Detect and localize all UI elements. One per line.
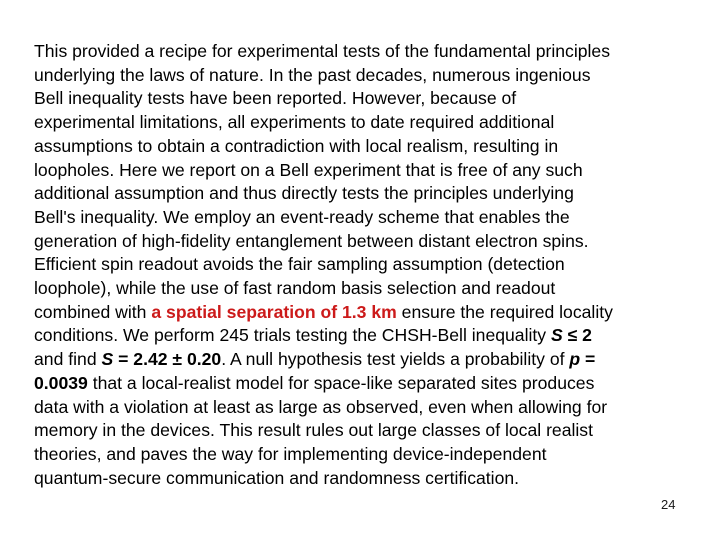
text-line: loopholes. Here we report on a Bell experiment that is free of any such — [34, 159, 583, 180]
variable-p: p — [569, 349, 581, 370]
text-line: Bell inequality tests have been reported. However, because of — [34, 88, 517, 109]
text-segment: combined with — [34, 301, 152, 322]
p-value: 0.0039 — [34, 372, 88, 393]
text-line-chsh-inequality — [34, 324, 694, 348]
text-segment: that a local-realist model for space-like separated sites produces — [87, 372, 595, 393]
text-line: Efficient spin readout avoids the fair sampling assumption (detection — [34, 254, 565, 275]
text-line: data with a violation at least as large as observed, even when allowing for — [34, 396, 608, 417]
text-segment: ensure the required locality — [396, 301, 613, 322]
abstract-paragraph — [34, 40, 694, 490]
text-line: theories, and paves the way for implementing device-independent — [34, 443, 547, 464]
text-line: Bell's inequality. We employ an event-ready scheme that enables the — [34, 206, 570, 227]
text-line-s-value — [34, 348, 694, 372]
text-line: underlying the laws of nature. In the past decades, numerous ingenious — [34, 64, 591, 85]
text-segment: . A null hypothesis test yields a probability of — [221, 349, 570, 370]
text-line: quantum-secure communication and randomness certification. — [34, 467, 520, 488]
highlight-spatial-separation: a spatial separation of 1.3 km — [151, 301, 397, 322]
text-segment: conditions. We perform 245 trials testing the CHSH-Bell inequality — [34, 325, 551, 346]
text-line-spatial-separation — [34, 301, 694, 325]
inequality-bound: ≤ 2 — [562, 325, 592, 346]
text-line: additional assumption and thus directly tests the principles underlying — [34, 183, 574, 204]
text-line: This provided a recipe for experimental tests of the fundamental principles — [34, 41, 611, 61]
variable-s: S — [550, 325, 563, 346]
text-segment: and find — [34, 349, 102, 370]
s-value: = 2.42 ± 0.20 — [113, 349, 222, 370]
equals-sign: = — [580, 349, 596, 370]
text-line: memory in the devices. This result rules out large classes of local realist — [34, 420, 593, 441]
variable-s: S — [101, 349, 114, 370]
text-line: generation of high-fidelity entanglement between distant electron spins. — [34, 230, 589, 251]
page-number: 24 — [661, 497, 676, 512]
text-line: assumptions to obtain a contradiction with local realism, resulting in — [34, 135, 559, 156]
text-line-p-value — [34, 372, 694, 396]
text-line: experimental limitations, all experiments to date required additional — [34, 112, 555, 133]
text-line: loophole), while the use of fast random basis selection and readout — [34, 278, 556, 299]
